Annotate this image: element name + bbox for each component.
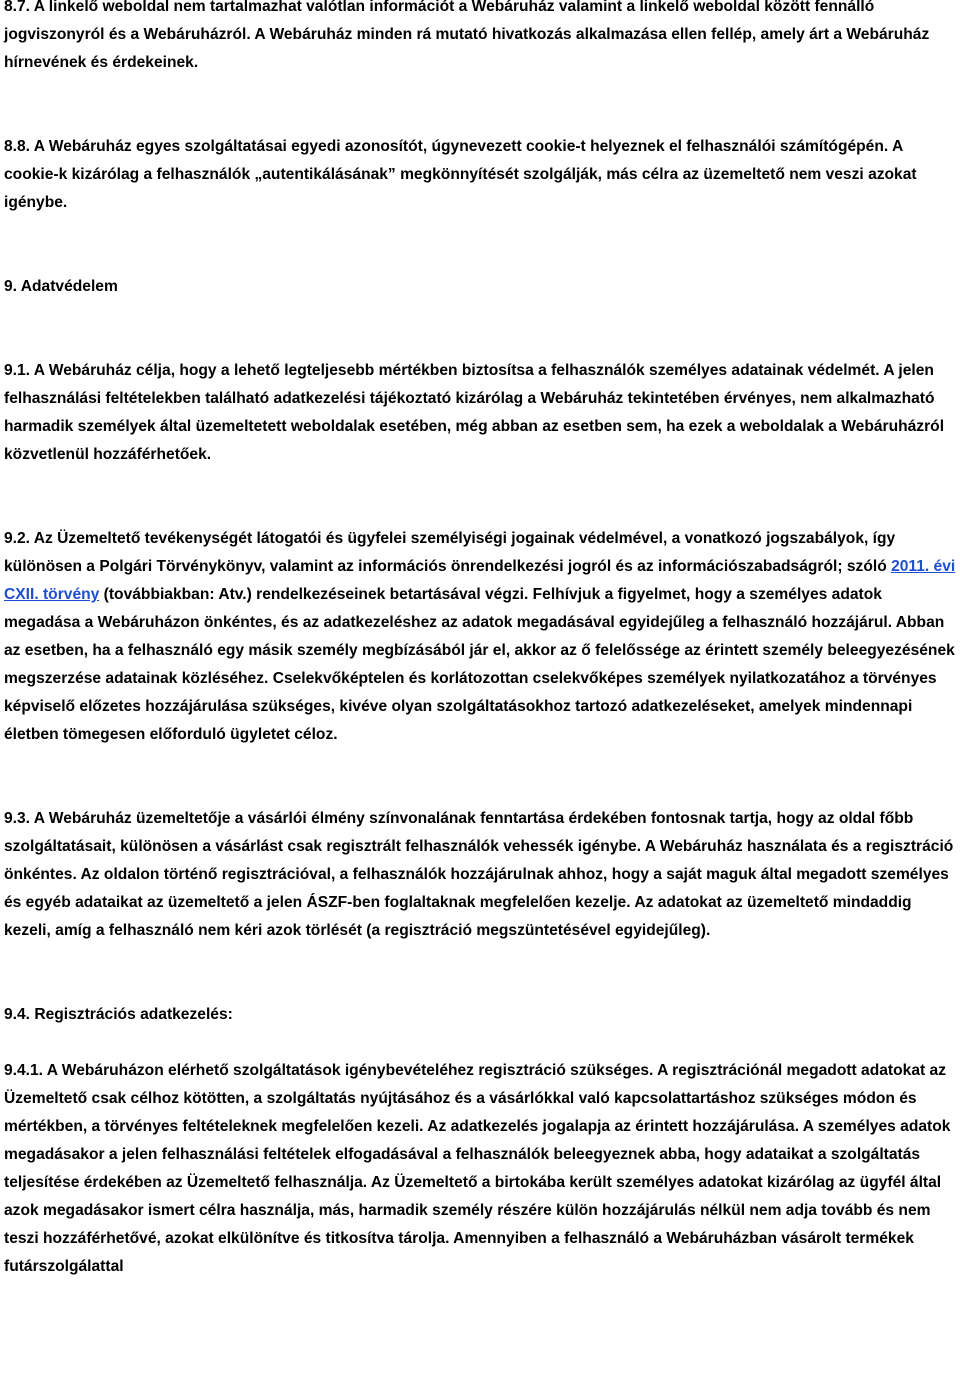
spacer	[4, 469, 960, 525]
spacer	[4, 945, 960, 1001]
spacer	[4, 217, 960, 273]
paragraph-9-1: 9.1. A Webáruház célja, hogy a lehető legteljesebb mértékben biztosítsa a felhasználók személyes adatainak védelmét. A jelen felhasználási feltételekben található adatkezelési tájékoztató kizárólag a Webáruház tekintetében érvényes, nem alkalmazható harmadik személyek által üzemeltetett weboldalak esetében, még abban az esetben sem, ha ezek a weboldalak a Webáruházról közvetlenül hozzáférhetőek.	[4, 362, 945, 463]
paragraph-9-2	[4, 525, 960, 749]
spacer	[4, 301, 960, 357]
paragraph-9-2-text-start: 9.2. Az Üzemeltető tevékenységét látogatói és ügyfelei személyiségi jogainak védelmével, a vonatkozó jogszabályok, így különösen a Polgári Törvénykönyv, valamint az információs önrendelkezési jogról és az információszabadságról; szóló	[4, 530, 896, 575]
spacer	[4, 77, 960, 133]
paragraph-8-7: 8.7. A linkelő weboldal nem tartalmazhat valótlan információt a Webáruház valamint a linkelő weboldal között fennálló jogviszonyról és a Webáruházról. A Webáruház minden rá mutató hivatkozás alkalmazása ellen fellép, amely árt a Webáruház hírnevének és érdekeinek.	[4, 0, 930, 71]
paragraph-9-4-1: 9.4.1. A Webáruházon elérhető szolgáltatások igénybevételéhez regisztráció szükséges. A regisztrációnál megadott adatokat az Üzemeltető csak célhoz kötötten, a szolgáltatás nyújtásához és a vásárlókkal való kapcsolattartáshoz szükséges módon és mértékben, a törvényes feltételeknek megfelelően kezeli. Az adatkezelés jogalapja az érintett hozzájárulása. A személyes adatok megadásakor a jelen felhasználási feltételek elfogadásával a felhasználók beleegyeznek abba, hogy adataikat a szolgáltatás teljesítése érdekében az Üzemeltető felhasználja. Az Üzemeltető a birtokába került személyes adatokat kizárólag az ügyfél által azok megadásakor ismert célra használja, más, harmadik személy részére külön hozzájárulás nélkül nem adja tovább és nem teszi hozzáférhetővé, azokat elkülönítve és titkosítva tárolja. Amennyiben a felhasználó a Webáruházban vásárolt termékek futárszolgálattal	[4, 1062, 951, 1275]
paragraph-8-8: 8.8. A Webáruház egyes szolgáltatásai egyedi azonosítót, úgynevezett cookie-t helyeznek el felhasználói számítógépén. A cookie-k kizárólag a felhasználók „autentikálásának” megkönnyítését szolgálják, más célra az üzemeltető nem veszi azokat igénybe.	[4, 138, 917, 211]
atv-law-link[interactable]: 2011. évi CXII. törvény	[4, 558, 956, 603]
spacer	[4, 749, 960, 805]
spacer	[4, 1029, 960, 1057]
heading-9-4-registration: 9.4. Regisztrációs adatkezelés:	[4, 1006, 233, 1023]
heading-9-adatvedelem: 9. Adatvédelem	[4, 278, 118, 295]
document-page	[4, 0, 960, 1281]
paragraph-9-2-text-end: (továbbiakban: Atv.) rendelkezéseinek betartásával végzi. Felhívjuk a figyelmet, hogy a személyes adatok megadása a Webáruházon önkéntes, és az adatkezeléshez az adatok megadásával egyidejűleg a felhasználó hozzájárul. Abban az esetben, ha a felhasználó egy másik személy megbízásából jár el, akkor az ő felelőssége az érintett személy beleegyezésének megszerzése adatainak közléséhez. Cselekvőképtelen és korlátozottan cselekvőképes személyek nyilatkozatához a törvényes képviselő előzetes hozzájárulása szükséges, kivéve olyan szolgáltatásokhoz tartozó adatkezeléseket, amelyek mindennapi életben tömegesen előforduló ügyletet céloz.	[4, 586, 955, 743]
paragraph-9-3: 9.3. A Webáruház üzemeltetője a vásárlói élmény színvonalának fenntartása érdekében fontosnak tartja, hogy az oldal főbb szolgáltatásait, különösen a vásárlást csak regisztrált felhasználók vehessék igénybe. A Webáruház használata és a regisztráció önkéntes. Az oldalon történő regisztrációval, a felhasználók hozzájárulnak ahhoz, hogy a saját maguk által megadott személyes és egyéb adataikat az üzemeltető a jelen ÁSZF-ben foglaltaknak megfelelően kezelje. Az adatokat az üzemeltető mindaddig kezeli, amíg a felhasználó nem kéri azok törlését (a regisztráció megszüntetésével egyidejűleg).	[4, 810, 954, 939]
